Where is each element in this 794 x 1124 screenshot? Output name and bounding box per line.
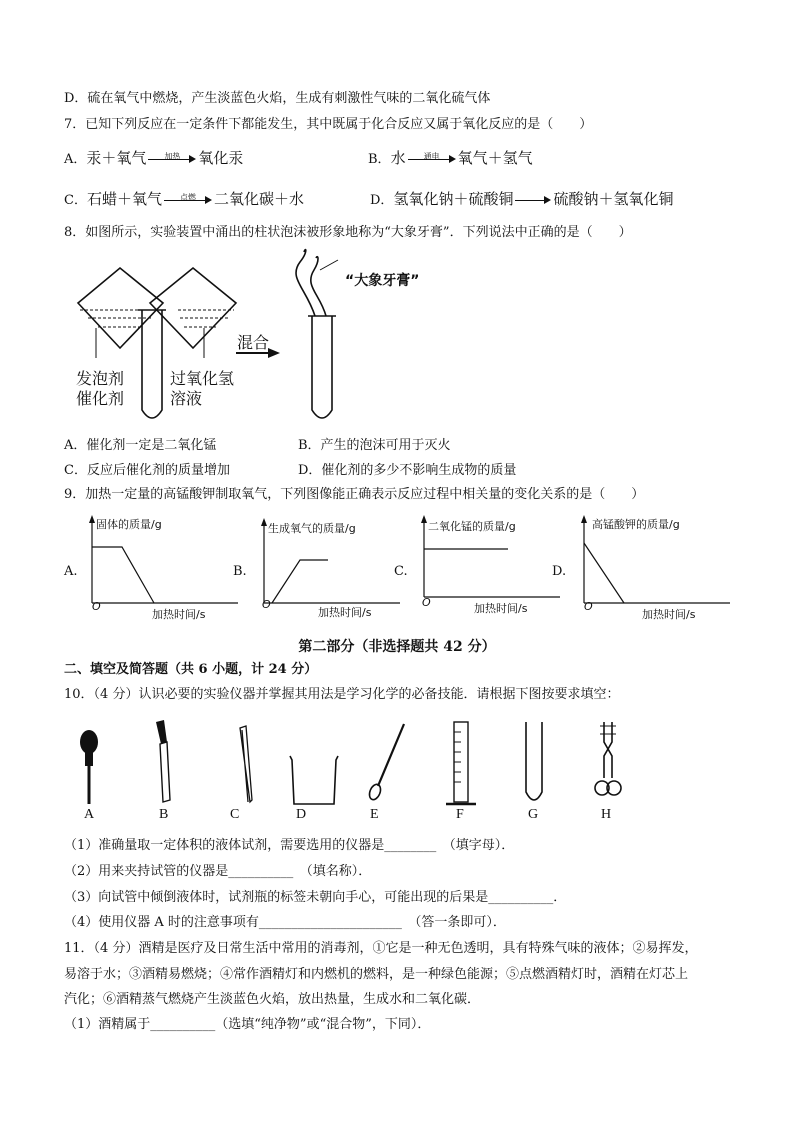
instrument-label-b: B: [159, 807, 169, 822]
reaction-arrow-icon: 通电: [408, 153, 456, 165]
instrument-label-d: D: [296, 807, 307, 822]
tweezers-icon: [240, 726, 252, 802]
part2-title: 第二部分（非选择题共 42 分）: [298, 639, 496, 655]
test-tube-icon: [526, 722, 542, 800]
q8-stem: 8．如图所示，实验装置中涌出的柱状泡沫被形象地称为“大象牙膏”．下列说法中正确的是（ ）: [64, 225, 632, 240]
catalyst-label-1: 发泡剂: [76, 369, 125, 388]
q8-option-d: D．催化剂的多少不影响生成物的质量: [298, 463, 517, 478]
q7-stem: 7．已知下列反应在一定条件下都能发生，其中既属于化合反应又属于氧化反应的是（ ）: [64, 117, 593, 132]
h2o2-label-1: 过氧化氢: [170, 369, 235, 388]
brush-icon: [156, 720, 170, 802]
graduated-cylinder-icon: [446, 722, 476, 804]
spatula-icon: [367, 724, 404, 801]
dropper-icon: [80, 730, 98, 804]
q10-stem: 10．（4 分）认识必要的实验仪器并掌握其用法是学习化学的必备技能．请根据下图按要求填空：: [64, 687, 620, 702]
q11-sub1: （1）酒精属于__________（选填“纯净物”或“混合物”，下同）．: [64, 1017, 431, 1032]
q11-line1: 11．（4 分）酒精是医疗及日常生活中常用的消毒剂，①它是一种无色透明，具有特殊气味的液体；②易挥发，: [64, 941, 698, 956]
foam-column-icon: [296, 250, 326, 316]
q10-sub1: （1）准确量取一定体积的液体试剂，需要选用的仪器是________ （填字母）．: [64, 838, 515, 853]
instrument-label-h: H: [601, 807, 612, 822]
result-test-tube-icon: [312, 316, 332, 418]
reaction-arrow-icon: 加热: [148, 153, 196, 165]
foam-label: “大象牙膏”: [345, 273, 420, 289]
q8-option-a: A．催化剂一定是二氧化锰: [64, 438, 217, 453]
q10-sub4: （4）使用仪器 A 时的注意事项有______________________ （答一条即可）．: [64, 915, 506, 930]
reaction-arrow-icon: 点燃: [164, 194, 212, 206]
q11-line2: 易溶于水；③酒精易燃烧；④常作酒精灯和内燃机的燃料，是一种绿色能源；⑤点燃酒精灯时，酒精在灯芯上: [64, 967, 689, 982]
mix-arrow-icon: [268, 348, 280, 358]
q8-option-b: B．产生的泡沫可用于灭火: [298, 438, 451, 453]
q10-sub3: （3）向试管中倾倒液体时，试剂瓶的标签未朝向手心，可能出现的后果是__________．: [64, 890, 567, 905]
reaction-arrow-icon: [515, 194, 551, 206]
beaker-icon: [290, 756, 338, 804]
funnel-left-icon: [78, 268, 163, 358]
section2-title: 二、填空及简答题（共 6 小题，计 24 分）: [64, 662, 318, 677]
q8-option-c: C．反应后催化剂的质量增加: [64, 463, 230, 478]
test-tube-icon: [142, 310, 162, 418]
catalyst-label-2: 催化剂: [76, 389, 125, 408]
instruments-figure: [66, 712, 646, 820]
q7-option-d: D．氢氧化钠＋硫酸铜 硫酸钠＋氢氧化铜: [370, 190, 674, 208]
crucible-tongs-icon: [595, 722, 621, 795]
q11-line3: 汽化；⑥酒精蒸气燃烧产生淡蓝色火焰，放出热量，生成水和二氧化碳．: [64, 992, 481, 1007]
instrument-label-g: G: [528, 807, 539, 822]
instrument-label-c: C: [230, 807, 240, 822]
q10-sub2: （2）用来夹持试管的仪器是__________ （填名称）．: [64, 864, 372, 879]
q9-stem: 9．加热一定量的高锰酸钾制取氧气，下列图像能正确表示反应过程中相关量的变化关系的是（ ）: [64, 487, 645, 502]
q7-option-c: C．石蜡＋氧气 点燃 二氧化碳＋水: [64, 190, 304, 208]
funnel-right-icon: [150, 268, 236, 358]
q6-option-d: D．硫在氧气中燃烧，产生淡蓝色火焰，生成有刺激性气味的二氧化硫气体: [64, 91, 491, 106]
q7-option-b: B．水 通电 氧气＋氢气: [368, 149, 533, 167]
mix-label: 混合: [237, 333, 270, 352]
q7-option-a: A．汞＋氧气 加热 氧化汞: [64, 149, 244, 167]
h2o2-label-2: 溶液: [170, 389, 203, 408]
instrument-label-a: A: [84, 807, 95, 822]
instrument-label-e: E: [370, 807, 379, 822]
instrument-label-f: F: [456, 807, 464, 822]
